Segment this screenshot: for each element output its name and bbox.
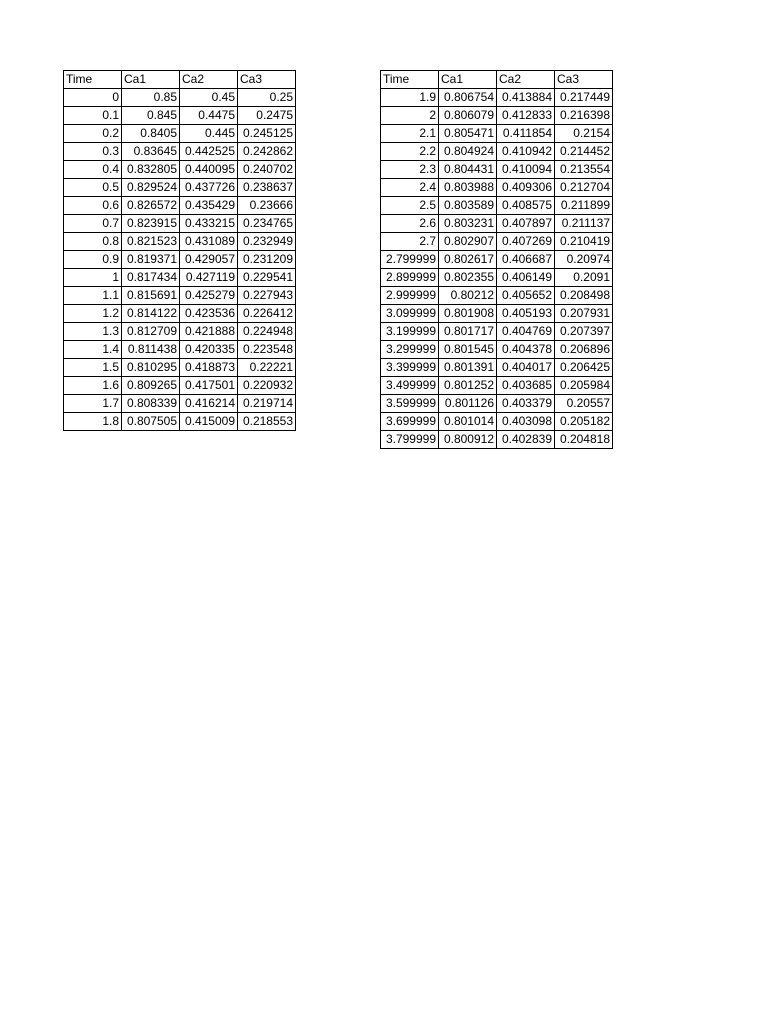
cell-ca1: 0.803231 <box>439 215 497 233</box>
cell-ca3: 0.205984 <box>555 377 613 395</box>
cell-ca3: 0.240702 <box>238 161 296 179</box>
cell-ca1: 0.804924 <box>439 143 497 161</box>
cell-time: 2.899999 <box>381 269 439 287</box>
cell-ca2: 0.405193 <box>497 305 555 323</box>
cell-ca2: 0.429057 <box>180 251 238 269</box>
cell-ca1: 0.809265 <box>122 377 180 395</box>
table-row <box>64 161 296 179</box>
table-row <box>381 341 613 359</box>
header-ca3: Ca3 <box>238 71 296 89</box>
header-time: Time <box>381 71 439 89</box>
cell-ca1: 0.8405 <box>122 125 180 143</box>
table-header-row <box>381 71 613 89</box>
cell-ca2: 0.404378 <box>497 341 555 359</box>
cell-ca3: 0.20974 <box>555 251 613 269</box>
cell-time: 1.3 <box>64 323 122 341</box>
cell-ca1: 0.801545 <box>439 341 497 359</box>
cell-ca2: 0.431089 <box>180 233 238 251</box>
table-row <box>381 287 613 305</box>
cell-ca3: 0.214452 <box>555 143 613 161</box>
cell-ca1: 0.83645 <box>122 143 180 161</box>
cell-ca1: 0.803589 <box>439 197 497 215</box>
cell-time: 2.2 <box>381 143 439 161</box>
table-row <box>64 341 296 359</box>
cell-ca1: 0.805471 <box>439 125 497 143</box>
table-row <box>381 197 613 215</box>
cell-ca1: 0.826572 <box>122 197 180 215</box>
table-row <box>64 413 296 431</box>
cell-ca3: 0.211899 <box>555 197 613 215</box>
cell-time: 1.8 <box>64 413 122 431</box>
cell-ca2: 0.403685 <box>497 377 555 395</box>
cell-ca3: 0.217449 <box>555 89 613 107</box>
table-row <box>381 143 613 161</box>
cell-ca3: 0.216398 <box>555 107 613 125</box>
cell-time: 1.1 <box>64 287 122 305</box>
cell-time: 1 <box>64 269 122 287</box>
cell-ca2: 0.410094 <box>497 161 555 179</box>
cell-ca3: 0.242862 <box>238 143 296 161</box>
cell-ca2: 0.406687 <box>497 251 555 269</box>
cell-ca2: 0.409306 <box>497 179 555 197</box>
cell-ca3: 0.220932 <box>238 377 296 395</box>
table-row <box>64 395 296 413</box>
cell-time: 0.9 <box>64 251 122 269</box>
cell-ca2: 0.403379 <box>497 395 555 413</box>
cell-ca3: 0.229541 <box>238 269 296 287</box>
cell-ca3: 0.206896 <box>555 341 613 359</box>
table-row <box>64 215 296 233</box>
cell-ca3: 0.205182 <box>555 413 613 431</box>
table-row <box>381 125 613 143</box>
cell-time: 0.3 <box>64 143 122 161</box>
cell-time: 1.4 <box>64 341 122 359</box>
cell-time: 3.099999 <box>381 305 439 323</box>
cell-ca2: 0.45 <box>180 89 238 107</box>
cell-time: 0.2 <box>64 125 122 143</box>
data-table-right <box>380 70 613 449</box>
cell-ca3: 0.213554 <box>555 161 613 179</box>
cell-ca2: 0.445 <box>180 125 238 143</box>
table-row <box>381 413 613 431</box>
cell-ca3: 0.224948 <box>238 323 296 341</box>
cell-ca2: 0.407269 <box>497 233 555 251</box>
cell-ca3: 0.204818 <box>555 431 613 449</box>
table-row <box>381 377 613 395</box>
cell-ca3: 0.2091 <box>555 269 613 287</box>
table-row <box>381 161 613 179</box>
table-row <box>381 215 613 233</box>
header-ca3: Ca3 <box>555 71 613 89</box>
cell-ca1: 0.814122 <box>122 305 180 323</box>
cell-ca2: 0.442525 <box>180 143 238 161</box>
table-row <box>64 305 296 323</box>
table-row <box>64 233 296 251</box>
cell-ca1: 0.815691 <box>122 287 180 305</box>
cell-ca1: 0.803988 <box>439 179 497 197</box>
cell-ca1: 0.821523 <box>122 233 180 251</box>
cell-ca2: 0.420335 <box>180 341 238 359</box>
table-row <box>381 395 613 413</box>
cell-ca2: 0.413884 <box>497 89 555 107</box>
header-ca1: Ca1 <box>122 71 180 89</box>
table-row <box>64 179 296 197</box>
table-row <box>381 323 613 341</box>
cell-ca3: 0.23666 <box>238 197 296 215</box>
cell-ca1: 0.807505 <box>122 413 180 431</box>
cell-ca3: 0.206425 <box>555 359 613 377</box>
table-row <box>64 377 296 395</box>
cell-ca2: 0.437726 <box>180 179 238 197</box>
cell-ca2: 0.417501 <box>180 377 238 395</box>
cell-ca2: 0.404769 <box>497 323 555 341</box>
cell-ca3: 0.223548 <box>238 341 296 359</box>
cell-ca2: 0.433215 <box>180 215 238 233</box>
cell-time: 2.5 <box>381 197 439 215</box>
cell-time: 2.999999 <box>381 287 439 305</box>
cell-time: 3.599999 <box>381 395 439 413</box>
cell-time: 2.7 <box>381 233 439 251</box>
cell-ca3: 0.212704 <box>555 179 613 197</box>
table-row <box>64 197 296 215</box>
cell-ca1: 0.801391 <box>439 359 497 377</box>
cell-ca1: 0.801014 <box>439 413 497 431</box>
cell-ca2: 0.421888 <box>180 323 238 341</box>
cell-ca2: 0.411854 <box>497 125 555 143</box>
cell-ca2: 0.418873 <box>180 359 238 377</box>
cell-ca3: 0.2154 <box>555 125 613 143</box>
cell-ca3: 0.207397 <box>555 323 613 341</box>
cell-time: 1.6 <box>64 377 122 395</box>
table-body <box>64 89 296 431</box>
table-body <box>381 89 613 449</box>
cell-time: 2.4 <box>381 179 439 197</box>
header-ca2: Ca2 <box>497 71 555 89</box>
cell-ca1: 0.801252 <box>439 377 497 395</box>
table-row <box>64 359 296 377</box>
cell-time: 2 <box>381 107 439 125</box>
cell-ca1: 0.806079 <box>439 107 497 125</box>
cell-time: 0.1 <box>64 107 122 125</box>
table-header-row <box>64 71 296 89</box>
table-row <box>64 125 296 143</box>
data-table-left <box>63 70 296 431</box>
table-row <box>381 431 613 449</box>
table-row <box>381 359 613 377</box>
cell-ca1: 0.811438 <box>122 341 180 359</box>
cell-ca1: 0.801126 <box>439 395 497 413</box>
cell-ca1: 0.823915 <box>122 215 180 233</box>
cell-time: 2.6 <box>381 215 439 233</box>
cell-ca1: 0.845 <box>122 107 180 125</box>
cell-ca2: 0.440095 <box>180 161 238 179</box>
table-row <box>64 107 296 125</box>
cell-ca2: 0.403098 <box>497 413 555 431</box>
cell-ca1: 0.85 <box>122 89 180 107</box>
cell-ca2: 0.410942 <box>497 143 555 161</box>
cell-ca3: 0.227943 <box>238 287 296 305</box>
cell-ca3: 0.245125 <box>238 125 296 143</box>
cell-time: 1.9 <box>381 89 439 107</box>
cell-ca2: 0.4475 <box>180 107 238 125</box>
cell-time: 1.7 <box>64 395 122 413</box>
cell-time: 0.7 <box>64 215 122 233</box>
cell-ca3: 0.238637 <box>238 179 296 197</box>
cell-ca1: 0.800912 <box>439 431 497 449</box>
cell-ca3: 0.210419 <box>555 233 613 251</box>
cell-ca1: 0.801908 <box>439 305 497 323</box>
cell-ca2: 0.427119 <box>180 269 238 287</box>
cell-ca1: 0.802355 <box>439 269 497 287</box>
cell-ca3: 0.25 <box>238 89 296 107</box>
cell-time: 2.1 <box>381 125 439 143</box>
cell-time: 3.699999 <box>381 413 439 431</box>
cell-ca2: 0.415009 <box>180 413 238 431</box>
cell-ca3: 0.207931 <box>555 305 613 323</box>
table-row <box>381 233 613 251</box>
header-ca1: Ca1 <box>439 71 497 89</box>
cell-ca3: 0.231209 <box>238 251 296 269</box>
cell-ca1: 0.810295 <box>122 359 180 377</box>
cell-time: 2.3 <box>381 161 439 179</box>
cell-ca1: 0.832805 <box>122 161 180 179</box>
cell-time: 1.5 <box>64 359 122 377</box>
cell-time: 2.799999 <box>381 251 439 269</box>
cell-ca2: 0.407897 <box>497 215 555 233</box>
table-row <box>64 89 296 107</box>
cell-ca1: 0.806754 <box>439 89 497 107</box>
cell-ca2: 0.423536 <box>180 305 238 323</box>
cell-ca2: 0.406149 <box>497 269 555 287</box>
table-row <box>381 251 613 269</box>
cell-ca1: 0.819371 <box>122 251 180 269</box>
cell-ca3: 0.211137 <box>555 215 613 233</box>
cell-ca2: 0.408575 <box>497 197 555 215</box>
cell-time: 3.799999 <box>381 431 439 449</box>
cell-ca3: 0.20557 <box>555 395 613 413</box>
cell-ca3: 0.218553 <box>238 413 296 431</box>
cell-ca1: 0.812709 <box>122 323 180 341</box>
cell-ca1: 0.80212 <box>439 287 497 305</box>
table-row <box>64 269 296 287</box>
cell-time: 0 <box>64 89 122 107</box>
table-row <box>381 269 613 287</box>
cell-ca1: 0.802617 <box>439 251 497 269</box>
table-row <box>381 107 613 125</box>
cell-ca2: 0.405652 <box>497 287 555 305</box>
cell-time: 0.8 <box>64 233 122 251</box>
cell-ca3: 0.226412 <box>238 305 296 323</box>
table-row <box>64 251 296 269</box>
table-row <box>64 143 296 161</box>
table-row <box>381 89 613 107</box>
cell-ca1: 0.801717 <box>439 323 497 341</box>
cell-ca3: 0.219714 <box>238 395 296 413</box>
cell-ca3: 0.22221 <box>238 359 296 377</box>
cell-time: 0.6 <box>64 197 122 215</box>
cell-ca3: 0.208498 <box>555 287 613 305</box>
cell-ca1: 0.808339 <box>122 395 180 413</box>
cell-time: 3.299999 <box>381 341 439 359</box>
cell-ca3: 0.232949 <box>238 233 296 251</box>
cell-ca2: 0.425279 <box>180 287 238 305</box>
cell-time: 1.2 <box>64 305 122 323</box>
cell-ca2: 0.404017 <box>497 359 555 377</box>
table-row <box>64 287 296 305</box>
cell-time: 0.5 <box>64 179 122 197</box>
header-time: Time <box>64 71 122 89</box>
header-ca2: Ca2 <box>180 71 238 89</box>
cell-time: 3.399999 <box>381 359 439 377</box>
cell-ca3: 0.234765 <box>238 215 296 233</box>
cell-time: 3.199999 <box>381 323 439 341</box>
cell-ca1: 0.829524 <box>122 179 180 197</box>
cell-ca1: 0.817434 <box>122 269 180 287</box>
cell-ca1: 0.804431 <box>439 161 497 179</box>
table-row <box>64 323 296 341</box>
cell-ca2: 0.402839 <box>497 431 555 449</box>
cell-ca2: 0.412833 <box>497 107 555 125</box>
table-row <box>381 305 613 323</box>
cell-ca3: 0.2475 <box>238 107 296 125</box>
cell-ca2: 0.416214 <box>180 395 238 413</box>
cell-time: 0.4 <box>64 161 122 179</box>
cell-ca1: 0.802907 <box>439 233 497 251</box>
table-row <box>381 179 613 197</box>
cell-ca2: 0.435429 <box>180 197 238 215</box>
cell-time: 3.499999 <box>381 377 439 395</box>
